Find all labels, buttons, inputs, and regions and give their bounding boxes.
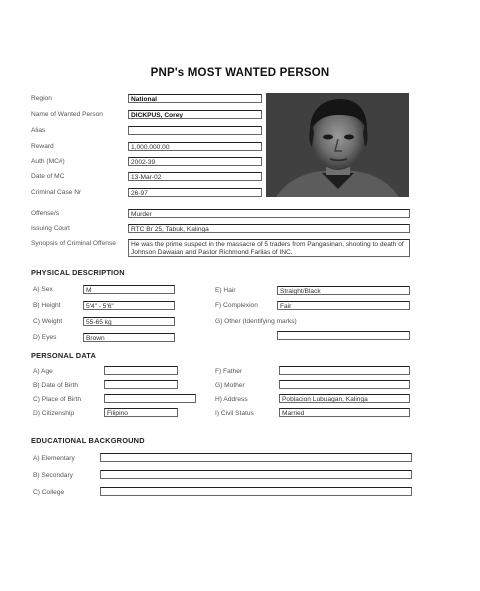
issuing-court-field[interactable]: RTC Br 25, Tabuk, Kalinga bbox=[128, 224, 410, 233]
mother-label: G) Mother bbox=[215, 382, 245, 389]
complexion-label: F) Complexion bbox=[215, 302, 258, 309]
dob-field[interactable] bbox=[104, 380, 178, 389]
sex-field[interactable]: M bbox=[83, 285, 175, 294]
father-label: F) Father bbox=[215, 368, 243, 375]
civil-status-field[interactable]: Married bbox=[279, 408, 410, 417]
address-field[interactable]: Poblacion Lubuagan, Kalinga bbox=[279, 394, 410, 403]
weight-field[interactable]: 55-65 kg bbox=[83, 317, 175, 326]
physical-description-heading: PHYSICAL DESCRIPTION bbox=[31, 268, 125, 277]
sex-label: A) Sex bbox=[33, 286, 53, 293]
hair-label: E) Hair bbox=[215, 287, 236, 294]
synopsis-label: Synopsis of Criminal Offense bbox=[31, 240, 116, 247]
criminal-case-label: Criminal Case Nr bbox=[31, 189, 82, 196]
height-label: B) Height bbox=[33, 302, 61, 309]
offense-label: Offense/s bbox=[31, 210, 60, 217]
weight-label: C) Weight bbox=[33, 318, 63, 325]
synopsis-field[interactable]: He was the prime suspect in the massacre of 5 traders from Pangasinan, shooting to death of Johnson Dawaian and Pastor Richmond Farlias of INC. bbox=[128, 239, 410, 257]
offense-field[interactable]: Murder bbox=[128, 209, 410, 218]
region-field[interactable]: National bbox=[128, 94, 262, 103]
educational-background-heading: EDUCATIONAL BACKGROUND bbox=[31, 436, 145, 445]
other-marks-field[interactable] bbox=[277, 331, 410, 340]
reward-label: Reward bbox=[31, 143, 54, 150]
eyes-label: D) Eyes bbox=[33, 334, 57, 341]
complexion-field[interactable]: Fair bbox=[277, 301, 410, 310]
region-label: Region bbox=[31, 95, 52, 102]
age-label: A) Age bbox=[33, 368, 53, 375]
date-mc-label: Date of MC bbox=[31, 173, 65, 180]
civil-status-label: I) Civil Status bbox=[215, 410, 254, 417]
secondary-field[interactable] bbox=[100, 470, 412, 479]
father-field[interactable] bbox=[279, 366, 410, 375]
other-marks-label: G) Other (Identifying marks) bbox=[215, 318, 297, 325]
mother-field[interactable] bbox=[279, 380, 410, 389]
form-title: PNP's MOST WANTED PERSON bbox=[150, 67, 330, 79]
college-label: C) College bbox=[33, 489, 65, 496]
name-field[interactable]: DICKPUS, Corey bbox=[128, 110, 262, 119]
citizenship-label: D) Citizenship bbox=[33, 410, 75, 417]
hair-field[interactable]: Straight/Black bbox=[277, 286, 410, 295]
alias-field[interactable] bbox=[128, 126, 262, 135]
reward-field[interactable]: 1,000,000.00 bbox=[128, 142, 262, 151]
college-field[interactable] bbox=[100, 487, 412, 496]
address-label: H) Address bbox=[215, 396, 248, 403]
secondary-label: B) Secondary bbox=[33, 472, 73, 479]
pob-label: C) Place of Birth bbox=[33, 396, 82, 403]
age-field[interactable] bbox=[104, 366, 178, 375]
eyes-field[interactable]: Brown bbox=[83, 333, 175, 342]
issuing-court-label: Issuing Court bbox=[31, 225, 70, 232]
criminal-case-field[interactable]: 26-97 bbox=[128, 188, 262, 197]
auth-field[interactable]: 2002-39 bbox=[128, 157, 262, 166]
date-mc-field[interactable]: 13-Mar-02 bbox=[128, 172, 262, 181]
mugshot-image bbox=[266, 93, 409, 197]
pob-field[interactable] bbox=[104, 394, 196, 403]
elementary-label: A) Elementary bbox=[33, 455, 75, 462]
dob-label: B) Date of Birth bbox=[33, 382, 79, 389]
personal-data-heading: PERSONAL DATA bbox=[31, 351, 97, 360]
alias-label: Alias bbox=[31, 127, 46, 134]
auth-label: Auth (MC#) bbox=[31, 158, 65, 165]
mugshot-photo bbox=[266, 93, 409, 197]
name-label: Name of Wanted Person bbox=[31, 111, 103, 118]
citizenship-field[interactable]: Filipino bbox=[104, 408, 178, 417]
height-field[interactable]: 5'4" - 5'6" bbox=[83, 301, 175, 310]
elementary-field[interactable] bbox=[100, 453, 412, 462]
